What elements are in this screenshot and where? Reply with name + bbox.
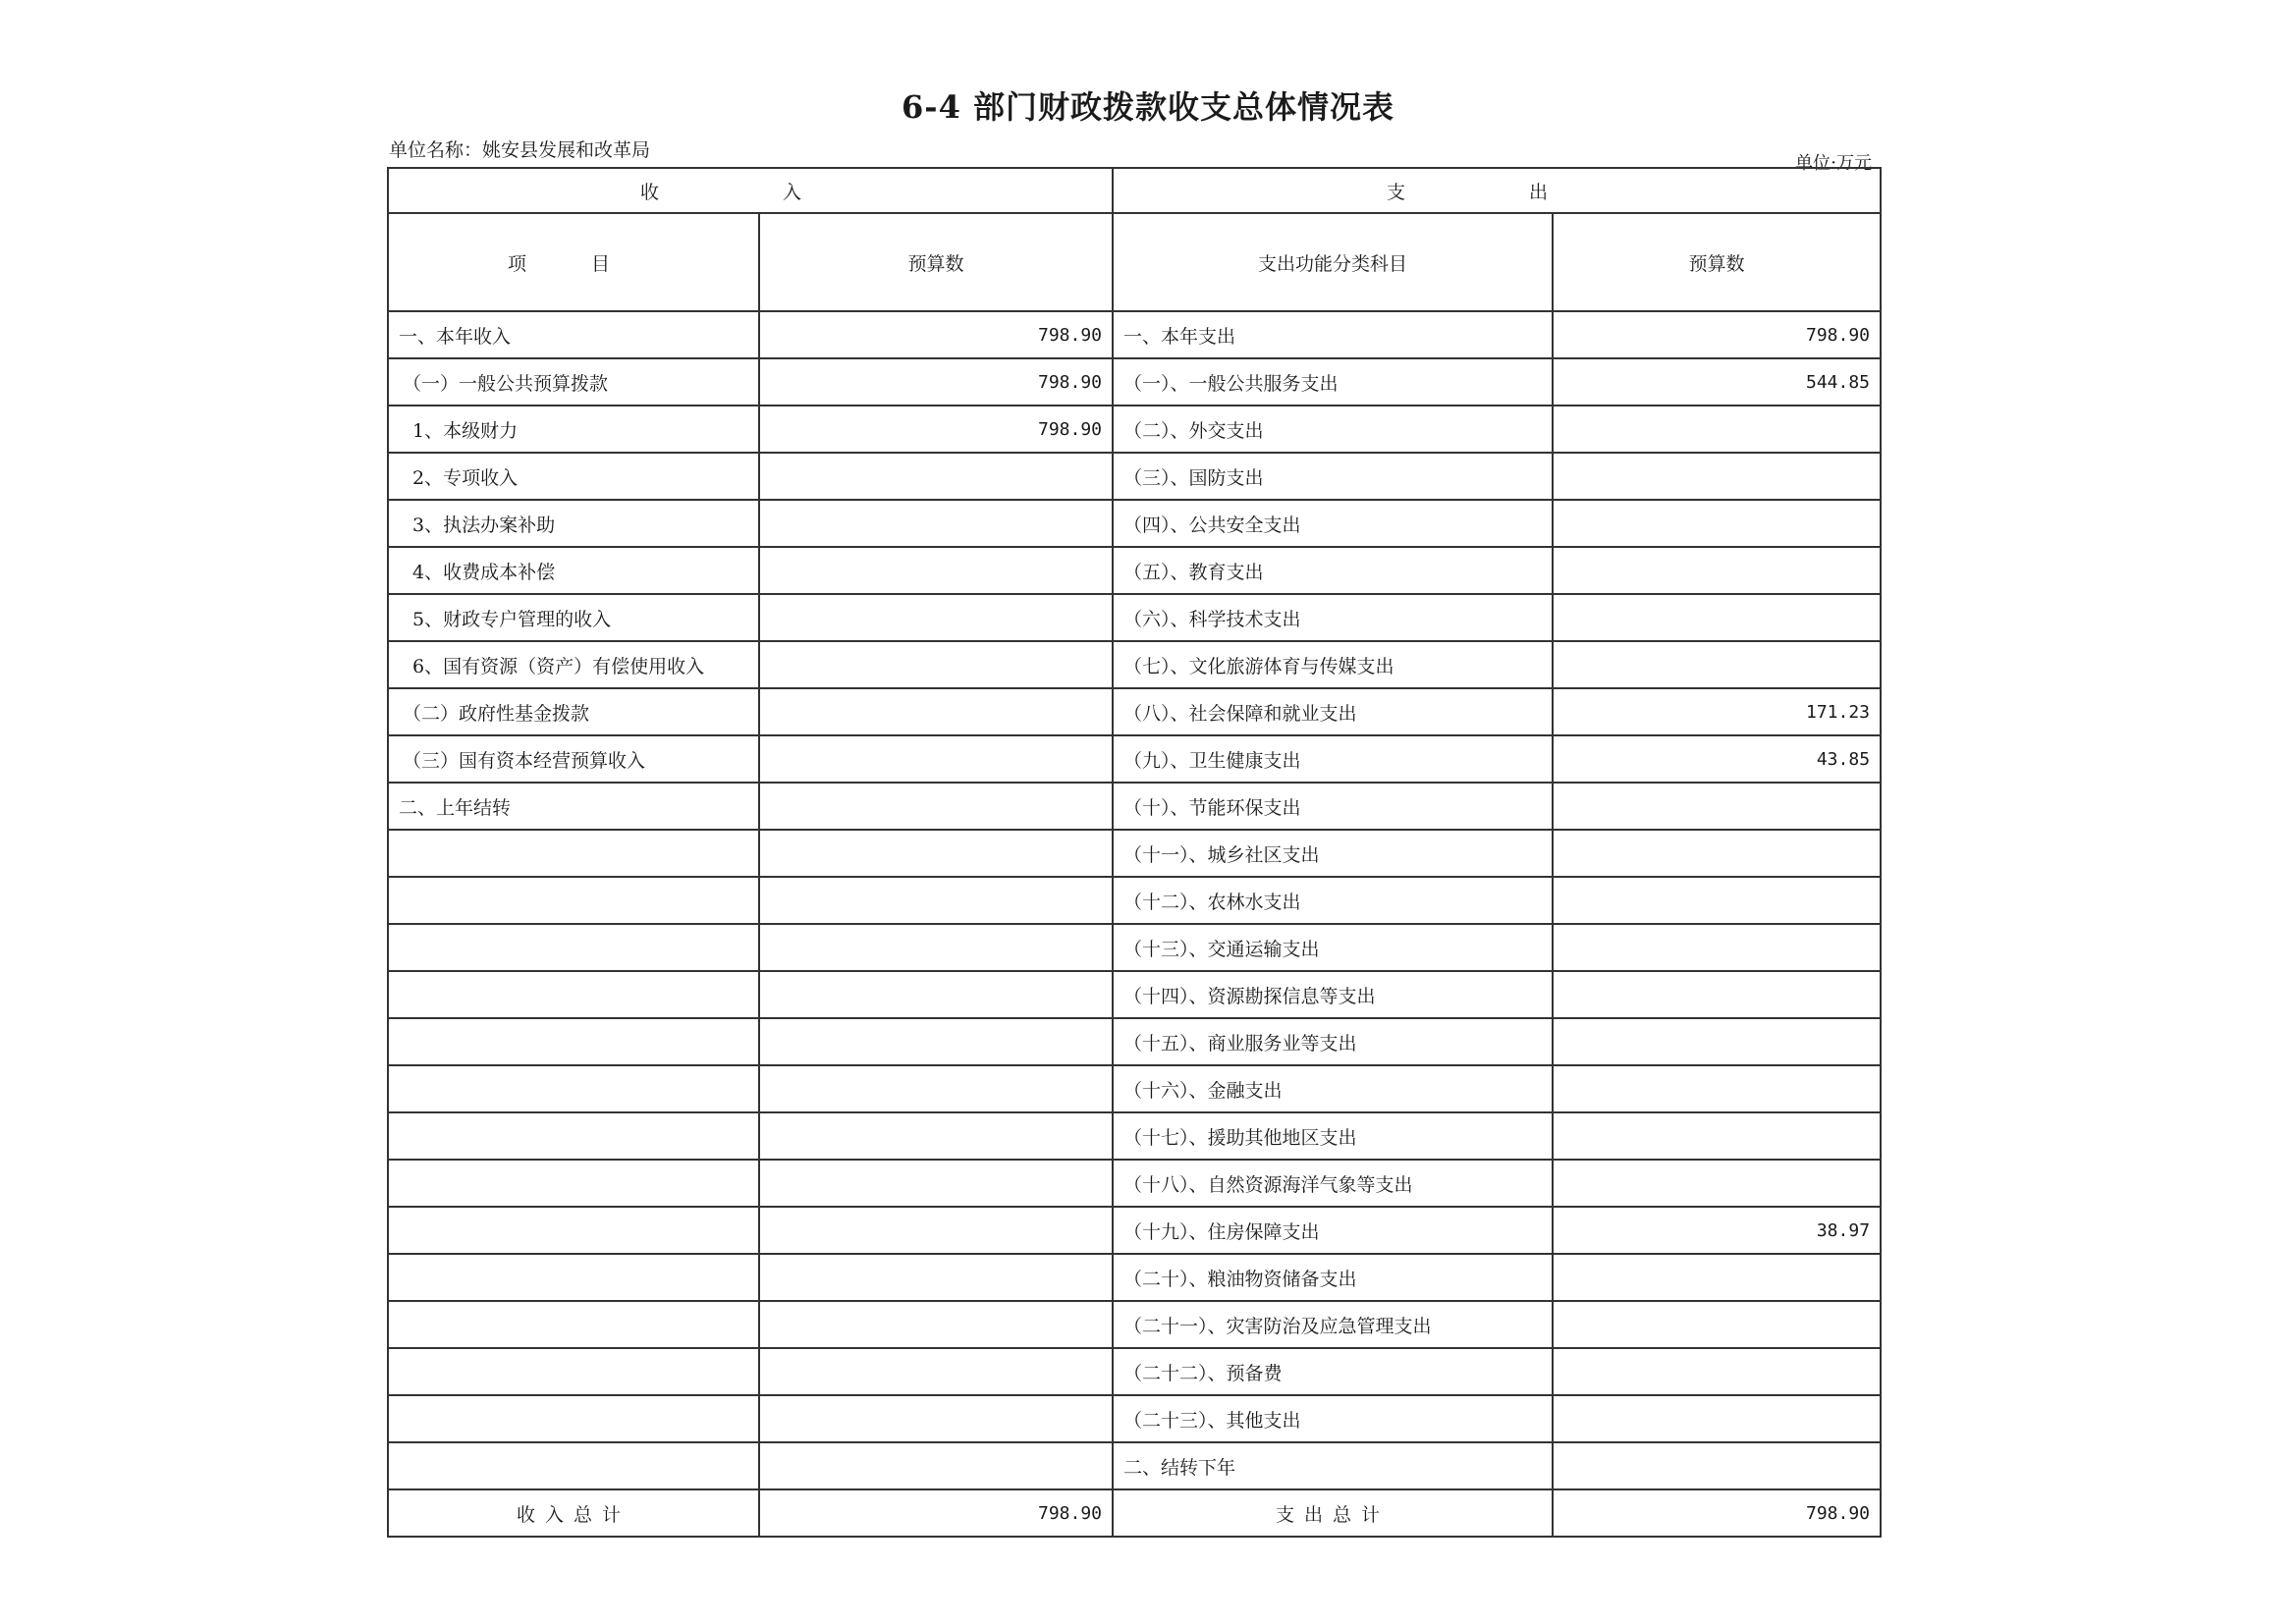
table-row [388,406,1881,453]
exp-category-cell: （二十）、粮油物资储备支出 [1113,1254,1553,1301]
income-section-header: 收 入 [388,168,1113,213]
table-row [388,311,1881,358]
income-budget-cell [759,1254,1113,1301]
income-item-cell [388,971,759,1018]
exp-budget-cell [1553,971,1881,1018]
income-item-cell: 2、专项收入 [388,453,759,500]
income-total-value: 798.90 [759,1489,1113,1537]
income-budget-cell [759,1301,1113,1348]
exp-budget-cell [1553,547,1881,594]
column-header-row [388,213,1881,311]
income-budget-cell [759,830,1113,877]
table-row [388,1301,1881,1348]
exp-category-cell: （二）、外交支出 [1113,406,1553,453]
table-row [388,1160,1881,1207]
table-row [388,877,1881,924]
exp-budget-cell [1553,783,1881,830]
income-item-cell [388,1348,759,1395]
exp-budget-cell [1553,500,1881,547]
income-item-cell [388,924,759,971]
income-budget-cell: 798.90 [759,358,1113,406]
income-budget-cell [759,1065,1113,1112]
income-item-cell [388,1207,759,1254]
budget-table [387,167,1882,1538]
exp-category-cell: 一、本年支出 [1113,311,1553,358]
income-item-cell: 3、执法办案补助 [388,500,759,547]
table-row [388,1018,1881,1065]
exp-budget-cell: 544.85 [1553,358,1881,406]
exp-budget-cell [1553,1395,1881,1442]
income-budget-cell [759,641,1113,688]
table-row [388,735,1881,783]
income-budget-cell [759,1112,1113,1160]
exp-budget-cell [1553,830,1881,877]
income-budget-cell: 798.90 [759,311,1113,358]
table-row [388,971,1881,1018]
income-budget-cell: 798.90 [759,406,1113,453]
income-item-cell [388,1395,759,1442]
table-row [388,1348,1881,1395]
table-row [388,1207,1881,1254]
income-item-cell: 二、上年结转 [388,783,759,830]
section-header-row [388,168,1881,213]
exp-budget-cell [1553,1301,1881,1348]
totals-row [388,1489,1881,1537]
exp-category-cell: （六）、科学技术支出 [1113,594,1553,641]
exp-category-cell: （十九）、住房保障支出 [1113,1207,1553,1254]
exp-category-cell: （二十三）、其他支出 [1113,1395,1553,1442]
exp-category-cell: （九）、卫生健康支出 [1113,735,1553,783]
exp-category-cell: （十二）、农林水支出 [1113,877,1553,924]
exp-category-cell: （五）、教育支出 [1113,547,1553,594]
exp-category-cell: （三）、国防支出 [1113,453,1553,500]
income-item-cell: （三）国有资本经营预算收入 [388,735,759,783]
table-row [388,830,1881,877]
table-row [388,500,1881,547]
exp-budget-cell [1553,453,1881,500]
exp-category-cell: （七）、文化旅游体育与传媒支出 [1113,641,1553,688]
income-budget-cell [759,924,1113,971]
unit-label: 单位:万元 [1795,153,1873,174]
income-budget-cell [759,1348,1113,1395]
exp-budget-cell [1553,924,1881,971]
income-item-cell: 一、本年收入 [388,311,759,358]
table-row [388,1442,1881,1489]
exp-category-column-header: 支出功能分类科目 [1113,213,1553,311]
table-body [388,311,1881,1489]
income-budget-cell [759,688,1113,735]
income-total-label: 收入总计 [388,1489,759,1537]
exp-category-cell: （一）、一般公共服务支出 [1113,358,1553,406]
exp-budget-cell [1553,1442,1881,1489]
table-row [388,688,1881,735]
exp-budget-cell [1553,1065,1881,1112]
income-budget-cell [759,1207,1113,1254]
table-row [388,783,1881,830]
table-row [388,358,1881,406]
exp-budget-cell [1553,1112,1881,1160]
item-column-header: 项 目 [388,213,759,311]
income-item-cell [388,1254,759,1301]
exp-budget-cell [1553,641,1881,688]
income-budget-cell [759,500,1113,547]
income-item-cell [388,1018,759,1065]
income-budget-cell [759,735,1113,783]
exp-category-cell: （十一）、城乡社区支出 [1113,830,1553,877]
exp-category-cell: （十八）、自然资源海洋气象等支出 [1113,1160,1553,1207]
income-budget-cell [759,594,1113,641]
exp-category-cell: （四）、公共安全支出 [1113,500,1553,547]
exp-budget-cell [1553,877,1881,924]
table-row [388,1112,1881,1160]
exp-budget-cell: 798.90 [1553,311,1881,358]
unit-name: 单位名称：姚安县发展和改革局 [389,139,651,161]
income-budget-cell [759,1395,1113,1442]
exp-category-cell: （十三）、交通运输支出 [1113,924,1553,971]
exp-budget-cell [1553,1160,1881,1207]
exp-total-label: 支出总计 [1113,1489,1553,1537]
exp-budget-cell: 171.23 [1553,688,1881,735]
page-title: 6-4 部门财政拨款收支总体情况表 [902,88,1394,126]
exp-budget-cell [1553,594,1881,641]
exp-category-cell: （十六）、金融支出 [1113,1065,1553,1112]
exp-budget-cell [1553,1254,1881,1301]
income-budget-cell [759,547,1113,594]
income-item-cell [388,1160,759,1207]
exp-category-cell: （十）、节能环保支出 [1113,783,1553,830]
table-row [388,1395,1881,1442]
income-budget-column-header: 预算数 [759,213,1113,311]
table-row [388,453,1881,500]
income-budget-cell [759,453,1113,500]
income-item-cell: （二）政府性基金拨款 [388,688,759,735]
income-item-cell: 5、财政专户管理的收入 [388,594,759,641]
income-item-cell [388,1065,759,1112]
exp-budget-column-header: 预算数 [1553,213,1881,311]
exp-category-cell: （二十二）、预备费 [1113,1348,1553,1395]
table-row [388,641,1881,688]
exp-category-cell: （十五）、商业服务业等支出 [1113,1018,1553,1065]
exp-category-cell: （八）、社会保障和就业支出 [1113,688,1553,735]
income-item-cell [388,1112,759,1160]
table-row [388,924,1881,971]
income-item-cell: 4、收费成本补偿 [388,547,759,594]
table-row [388,547,1881,594]
income-item-cell [388,877,759,924]
exp-budget-cell: 38.97 [1553,1207,1881,1254]
exp-budget-cell: 43.85 [1553,735,1881,783]
income-budget-cell [759,971,1113,1018]
table-row [388,1065,1881,1112]
exp-budget-cell [1553,1018,1881,1065]
income-item-cell [388,1442,759,1489]
income-item-cell: 1、本级财力 [388,406,759,453]
income-budget-cell [759,1442,1113,1489]
exp-budget-cell [1553,1348,1881,1395]
income-item-cell: 6、国有资源（资产）有偿使用收入 [388,641,759,688]
exp-category-cell: （十四）、资源勘探信息等支出 [1113,971,1553,1018]
exp-total-value: 798.90 [1553,1489,1881,1537]
table-row [388,594,1881,641]
income-budget-cell [759,877,1113,924]
income-budget-cell [759,1160,1113,1207]
table-row [388,1254,1881,1301]
exp-category-cell: （二十一）、灾害防治及应急管理支出 [1113,1301,1553,1348]
exp-category-cell: （十七）、援助其他地区支出 [1113,1112,1553,1160]
income-item-cell: （一）一般公共预算拨款 [388,358,759,406]
income-budget-cell [759,1018,1113,1065]
income-item-cell [388,1301,759,1348]
exp-category-cell: 二、结转下年 [1113,1442,1553,1489]
income-item-cell [388,830,759,877]
exp-budget-cell [1553,406,1881,453]
income-budget-cell [759,783,1113,830]
expenditure-section-header: 支 出 [1113,168,1881,213]
